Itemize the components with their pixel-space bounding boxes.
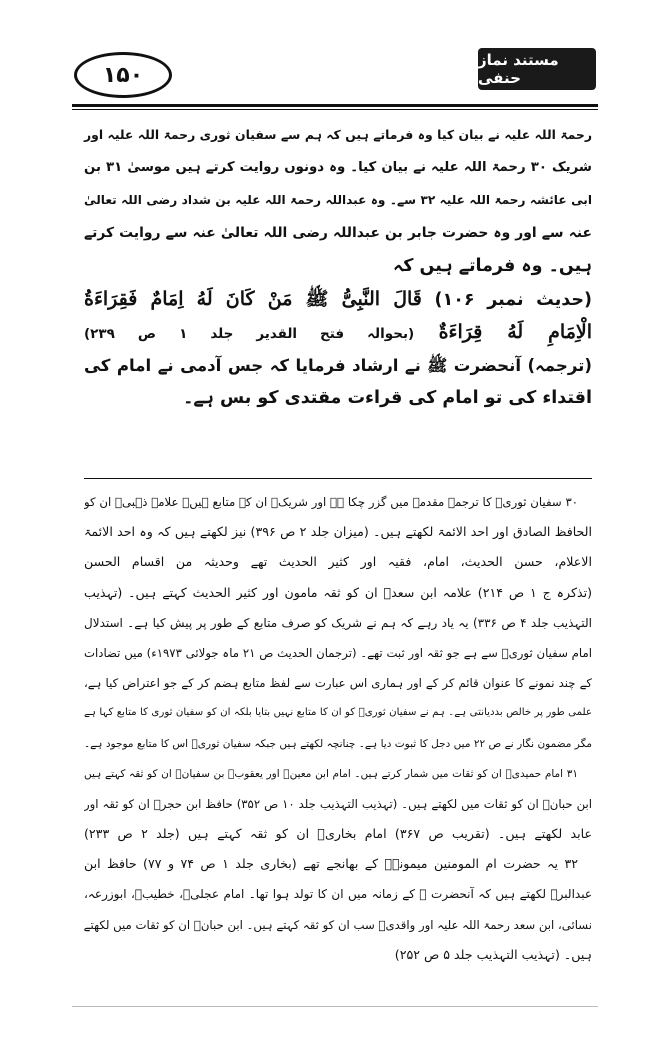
footnote-line: (تذکرہ ج ۱ ص ۲۱۴) علامہ ابن سعدؒ ان کو ثقہ مامون اور کثیر الحدیث کہتے ہیں۔ (تہذیب [84,584,592,600]
page-number-badge: ۱۵۰ [74,52,172,98]
text-line: شریک ۳۰ رحمۃ اللہ علیہ نے بیان کیا۔ وہ دونوں روایت کرتے ہیں موسیٰ ۳۱ بن [84,160,592,175]
footnote-line: مگر مضمون نگار نے ص ۲۲ میں دجل کا ثبوت دیا ہے۔ چنانچہ لکھتے ہیں جبکہ سفیان ثوریؒ اس کا متابع موجود ہے۔ [84,737,592,750]
header-rule-thin [72,109,598,110]
footnote-line: ۳۱ امام حمیدیؒ ان کو ثقات میں شمار کرتے ہیں۔ امام ابن معینؒ اور یعقوبؒ بن سفیانؒ ان کو ثقہ کہتے ہیں [84,767,578,780]
translation-line: اقتداء کی تو امام کی قراءت مقتدی کو بس ہے۔ [183,388,592,408]
footnote-line: الاعلام، حسن الحدیث، امام، فقیہ اور کثیر الحدیث تھے وحدیثہ من اقسام الحسن [84,554,592,570]
hadith-arabic-text: قَالَ النَّبِیُّ ﷺ مَنْ كَانَ لَهُ اِمَامٌ فَقِرَاءَةُ [84,288,422,310]
footnote-line: الحافظ الصادق اور احد الائمۃ لکھتے ہیں۔ (میزان جلد ۲ ص ۳۹۶) نیز لکھتے ہیں کہ وہ احد الائمۃ [84,524,592,540]
hadith-arabic-text-cont: الْاِمَامِ لَهُ قِرَاءَةٌ [438,321,592,343]
footnote-line: علمی طور پر خالص بددیانتی ہے۔ ہم نے سفیان ثوریؒ کو ان کا متابع نہیں بتایا بلکہ ان کو سفیان ثوری کا متابع کہا ہے [84,707,592,719]
header-rule [72,104,598,107]
hadith-line-1 [84,283,592,316]
footnote-line: نسائی، ابن سعد رحمۃ اللہ علیہ اور واقدیؒ سب ان کو ثقہ کہتے ہیں۔ ابن حبانؒ ان کو ثقات میں لکھتے [84,917,592,932]
translation-line: (ترجمہ) آنحضرت ﷺ نے ارشاد فرمایا کہ جس آدمی نے امام کی [84,356,592,375]
text-line: ہیں۔ وہ فرماتے ہیں کہ [392,256,592,276]
footnote-line: ۳۲ یہ حضرت ام المومنین میمونہؓ کے بھانجے تھے (بخاری جلد ۱ ص ۷۴ و ۷۷) حافظ ابن [84,856,579,872]
hadith-reference: (بحوالہ فتح القدیر جلد ۱ ص ۲۳۹) [84,326,415,342]
footnote-line: التہذیب جلد ۴ ص ۳۳۶) یہ یاد رہے کہ ہم نے شریک کو صرف متابع کے طور پر پیش کیا ہے۔ استدلال [84,615,592,630]
hadith-label: (حدیث نمبر ۱۰۶) [434,290,593,310]
footnote-line: عبدالبرؒ لکھتے ہیں کہ آنحضرت ﷺ کے زمانہ میں ان کا تولد ہوا تھا۔ امام عجلیؒ، خطیبؒ، ابوزرعہ، [84,887,592,902]
footnote-line: عابد لکھتے ہیں۔ (تقریب ص ۳۶۷) امام بخاریؒ ان کو ثقہ کہتے ہیں (جلد ۲ ص ۲۳۳) [84,826,592,842]
footnote-divider [84,478,592,479]
footnote-line: امام سفیان ثوریؒ سے ہے جو ثقہ اور ثبت تھے۔ (ترجمان الحدیث ص ۲۱ ماہ جولائی ۱۹۷۳ء) میں تضادات [84,645,592,660]
text-line: ابی عائشہ رحمۃ اللہ علیہ ۳۲ سے۔ وہ عبداللہ رحمۃ اللہ علیہ بن شداد رضی اللہ تعالیٰ [84,193,592,207]
footnote-line: ابن حبانؒ ان کو ثقات میں لکھتے ہیں۔ (تہذیب التہذیب جلد ۱۰ ص ۳۵۲) حافظ ابن حجرؒ ان کو ثقہ اور [84,796,592,811]
page-bottom-rule [72,1006,598,1007]
text-line: عنہ سے اور وہ حضرت جابر بن عبداللہ رضی اللہ تعالیٰ عنہ سے روایت کرتے [84,225,592,241]
text-line: رحمۃ اللہ علیہ نے بیان کیا وہ فرماتے ہیں کہ ہم سے سفیان ثوری رحمۃ اللہ علیہ اور [84,127,592,142]
hadith-line-2 [84,316,592,349]
footnote-line: ۳۰ سفیان ثوریؒ کا ترجمہ مقدمہ میں گزر چکا ہے اور شریکؒ ان کے متابع ہیں۔ علامہ ذہبیؒ ان کو [84,495,578,509]
footnotes [84,487,592,970]
book-title-tab: مستند نماز حنفی [478,48,596,90]
footnote-line: کے چند نمونے کا عنوان قائم کر کے اور ہماری اس عبارت سے لفظ متابع ہضم کر کے جو اعتراض کیا ہے، [84,676,592,691]
footnote-line: ہیں۔ (تہذیب التہذیب جلد ۵ ص ۲۵۲) [394,946,592,962]
main-text [84,118,592,415]
